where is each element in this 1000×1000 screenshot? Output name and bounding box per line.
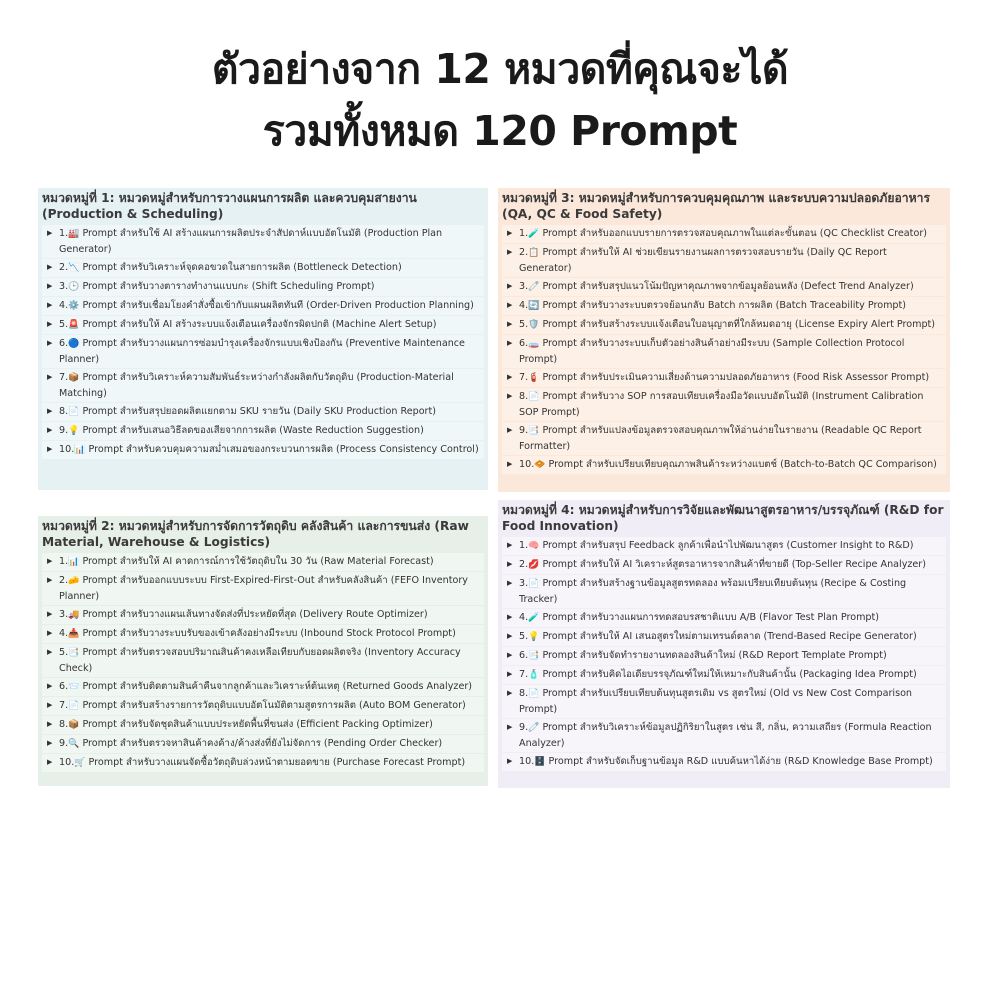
brain-icon: 🧠 <box>528 541 540 551</box>
headline <box>0 38 1000 162</box>
item-text: Prompt สำหรับสร้างฐานข้อมูลสูตรทดลอง พร้อมเปรียบเทียบต้นทุน (Recipe & Costing Tracker) <box>519 578 907 605</box>
item-text: Prompt สำหรับวาง SOP การสอบเทียบเครื่องมือวัดแบบอัตโนมัติ (Instrument Calibration SOP Prompt) <box>519 391 924 418</box>
bar-chart-icon: 📊 <box>74 445 86 455</box>
item-text: Prompt สำหรับวางแผนเส้นทางจัดส่งที่ประหยัดที่สุด (Delivery Route Optimizer) <box>82 609 428 620</box>
item-text: Prompt สำหรับให้ AI ช่วยเขียนรายงานผลการตรวจสอบรายวัน (Daily QC Report Generator) <box>519 247 887 274</box>
list-item[interactable] <box>42 316 484 334</box>
prompt-list <box>42 225 484 459</box>
item-number: 2. <box>59 262 69 273</box>
toggle-triangle-icon[interactable]: ▶ <box>507 651 513 659</box>
list-item[interactable] <box>42 625 484 643</box>
lips-icon: 💋 <box>528 560 540 570</box>
inbox-icon: 📥 <box>68 629 80 639</box>
item-number: 8. <box>519 688 529 699</box>
toggle-triangle-icon[interactable]: ▶ <box>507 339 513 347</box>
item-number: 3. <box>59 609 69 620</box>
item-text: Prompt สำหรับวางระบบเก็บตัวอย่างสินค้าอย่างมีระบบ (Sample Collection Protocol Prompt) <box>519 338 905 365</box>
item-number: 7. <box>59 372 69 383</box>
item-text: Prompt สำหรับควบคุมความสม่ำเสมอของกระบวนการผลิต (Process Consistency Control) <box>88 444 479 455</box>
item-number: 10. <box>519 756 535 767</box>
prompt-list <box>502 537 946 771</box>
item-text: Prompt สำหรับให้ AI เสนอสูตรใหม่ตามเทรนด์ตลาด (Trend-Based Recipe Generator) <box>542 631 917 642</box>
list-item[interactable] <box>502 753 946 771</box>
toggle-triangle-icon[interactable]: ▶ <box>507 632 513 640</box>
toggle-triangle-icon[interactable]: ▶ <box>47 426 53 434</box>
item-text: Prompt สำหรับสร้างรายการวัตถุดิบแบบอัตโนมัติตามสูตรการผลิต (Auto BOM Generator) <box>82 700 466 711</box>
document-icon: 📄 <box>528 689 540 699</box>
list-item[interactable] <box>42 335 484 368</box>
category-panel-1 <box>38 188 488 490</box>
list-item[interactable] <box>42 697 484 715</box>
toggle-triangle-icon[interactable]: ▶ <box>47 557 53 565</box>
category-title: หมวดหมู่ที่ 1: หมวดหมู่สำหรับการวางแผนการผลิต และควบคุมสายงาน (Production & Scheduling) <box>42 191 417 221</box>
item-text: Prompt สำหรับสรุปแนวโน้มปัญหาคุณภาพจากข้อมูลย้อนหลัง (Defect Trend Analyzer) <box>542 281 914 292</box>
list-item[interactable] <box>42 441 484 459</box>
item-text: Prompt สำหรับสรุปยอดผลิตแยกตาม SKU รายวัน (Daily SKU Production Report) <box>82 406 437 417</box>
item-number: 10. <box>59 444 75 455</box>
test-tube-icon: 🧪 <box>528 229 540 239</box>
toggle-triangle-icon[interactable]: ▶ <box>47 229 53 237</box>
item-text: Prompt สำหรับวางแผนการทดสอบรสชาติแบบ A/B (Flavor Test Plan Prompt) <box>542 612 880 623</box>
shield-icon: 🛡️ <box>528 320 540 330</box>
list-item[interactable] <box>42 259 484 277</box>
category-panel-4 <box>498 500 950 788</box>
item-text: Prompt สำหรับเชื่อมโยงคำสั่งซื้อเข้ากับแผนผลิตทันที (Order-Driven Production Planning) <box>82 300 474 311</box>
list-item[interactable] <box>42 225 484 258</box>
item-text: Prompt สำหรับตรวจสอบปริมาณสินค้าคงเหลือเทียบกับยอดผลิตจริง (Inventory Accuracy Check) <box>59 647 461 674</box>
toggle-triangle-icon[interactable]: ▶ <box>507 757 513 765</box>
item-number: 7. <box>519 669 529 680</box>
gear-icon: ⚙️ <box>68 301 80 311</box>
list-item[interactable] <box>502 628 946 646</box>
document-icon: 📄 <box>68 701 80 711</box>
item-text: Prompt สำหรับวิเคราะห์จุดคอขวดในสายการผลิต (Bottleneck Detection) <box>82 262 402 273</box>
item-number: 8. <box>519 391 529 402</box>
item-text: Prompt สำหรับออกแบบระบบ First-Expired-First-Out สำหรับคลังสินค้า (FEFO Inventory Planner) <box>59 575 468 602</box>
item-number: 9. <box>59 738 69 749</box>
item-text: Prompt สำหรับวางแผนการซ่อมบำรุงเครื่องจักรแบบเชิงป้องกัน (Preventive Maintenance Planner) <box>59 338 465 365</box>
item-text: Prompt สำหรับสร้างระบบแจ้งเตือนใบอนุญาตที่ใกล้หมดอายุ (License Expiry Alert Prompt) <box>542 319 936 330</box>
list-item[interactable] <box>42 403 484 421</box>
item-text: Prompt สำหรับวิเคราะห์ข้อมูลปฏิกิริยาในสูตร เช่น สี, กลิ่น, ความเสถียร (Formula Reaction Analyzer) <box>519 722 932 749</box>
item-number: 10. <box>59 757 75 768</box>
item-text: Prompt สำหรับคิดไอเดียบรรจุภัณฑ์ใหม่ให้เหมาะกับสินค้านั้น (Packaging Idea Prompt) <box>542 669 917 680</box>
item-number: 1. <box>519 228 529 239</box>
toggle-triangle-icon[interactable]: ▶ <box>47 629 53 637</box>
toggle-triangle-icon[interactable]: ▶ <box>47 682 53 690</box>
item-number: 2. <box>519 559 529 570</box>
list-item[interactable] <box>42 422 484 440</box>
list-item[interactable] <box>42 716 484 734</box>
toggle-triangle-icon[interactable]: ▶ <box>507 426 513 434</box>
list-item[interactable] <box>502 456 946 474</box>
item-number: 2. <box>59 575 69 586</box>
test-tube-icon: 🧪 <box>528 613 540 623</box>
toggle-triangle-icon[interactable]: ▶ <box>507 613 513 621</box>
item-number: 6. <box>519 338 529 349</box>
item-number: 3. <box>519 281 529 292</box>
clipboard-icon: 📋 <box>528 248 540 258</box>
item-text: Prompt สำหรับจัดชุดสินค้าแบบประหยัดพื้นที่ขนส่ง (Efficient Packing Optimizer) <box>82 719 433 730</box>
category-title: หมวดหมู่ที่ 3: หมวดหมู่สำหรับการควบคุมคุณภาพ และระบบความปลอดภัยอาหาร (QA, QC & Food Safety) <box>502 191 931 221</box>
item-number: 4. <box>59 300 69 311</box>
item-text: Prompt สำหรับเปรียบเทียบต้นทุนสูตรเดิม vs สูตรใหม่ (Old vs New Cost Comparison Prompt) <box>519 688 913 715</box>
document-icon: 📄 <box>528 392 540 402</box>
item-text: Prompt สำหรับให้ AI วิเคราะห์สูตรอาหารจากสินค้าที่ขายดี (Top-Seller Recipe Analyzer) <box>542 559 926 570</box>
truck-icon: 🚚 <box>68 610 80 620</box>
ledger-icon: 📑 <box>528 651 540 661</box>
item-text: Prompt สำหรับวิเคราะห์ความสัมพันธ์ระหว่างกำลังผลิตกับวัตถุดิบ (Production-Material Matching) <box>59 372 454 399</box>
list-item[interactable] <box>42 735 484 753</box>
bottle-icon: 🧴 <box>528 670 540 680</box>
toggle-triangle-icon[interactable]: ▶ <box>507 373 513 381</box>
list-item[interactable] <box>502 556 946 574</box>
item-number: 9. <box>519 722 529 733</box>
toggle-triangle-icon[interactable]: ▶ <box>507 689 513 697</box>
item-number: 3. <box>59 281 69 292</box>
toggle-triangle-icon[interactable]: ▶ <box>507 579 513 587</box>
list-item[interactable] <box>502 575 946 608</box>
toggle-triangle-icon[interactable]: ▶ <box>47 320 53 328</box>
item-number: 8. <box>59 406 69 417</box>
list-item[interactable] <box>42 754 484 772</box>
toggle-triangle-icon[interactable]: ▶ <box>507 723 513 731</box>
package-icon: 📦 <box>68 373 80 383</box>
list-item[interactable] <box>502 225 946 243</box>
item-text: Prompt สำหรับวางระบบรับของเข้าคลังอย่างมีระบบ (Inbound Stock Protocol Prompt) <box>82 628 456 639</box>
toggle-triangle-icon[interactable]: ▶ <box>507 541 513 549</box>
toggle-triangle-icon[interactable]: ▶ <box>507 670 513 678</box>
toggle-triangle-icon[interactable]: ▶ <box>47 720 53 728</box>
headline-line-1: ตัวอย่างจาก 12 หมวดที่คุณจะได้ <box>211 45 789 93</box>
item-text: Prompt สำหรับจัดเก็บฐานข้อมูล R&D แบบค้นหาได้ง่าย (R&D Knowledge Base Prompt) <box>548 756 933 767</box>
magnifier-icon: 🔍 <box>68 739 80 749</box>
lightbulb-icon: 💡 <box>528 632 540 642</box>
item-number: 7. <box>519 372 529 383</box>
list-item[interactable] <box>502 244 946 277</box>
package-icon: 📦 <box>68 720 80 730</box>
factory-icon: 🏭 <box>68 229 80 239</box>
toggle-triangle-icon[interactable]: ▶ <box>47 301 53 309</box>
item-number: 5. <box>519 319 529 330</box>
item-number: 1. <box>59 556 69 567</box>
toggle-triangle-icon[interactable]: ▶ <box>47 701 53 709</box>
item-number: 10. <box>519 459 535 470</box>
toggle-triangle-icon[interactable]: ▶ <box>47 282 53 290</box>
list-item[interactable] <box>502 685 946 718</box>
item-number: 2. <box>519 247 529 258</box>
toggle-triangle-icon[interactable]: ▶ <box>507 460 513 468</box>
item-text: Prompt สำหรับจัดทำรายงานทดลองสินค้าใหม่ (R&D Report Template Prompt) <box>542 650 887 661</box>
toggle-triangle-icon[interactable]: ▶ <box>47 263 53 271</box>
extinguisher-icon: 🧯 <box>528 373 540 383</box>
item-text: Prompt สำหรับให้ AI คาดการณ์การใช้วัตถุดิบใน 30 วัน (Raw Material Forecast) <box>82 556 434 567</box>
item-number: 9. <box>59 425 69 436</box>
item-text: Prompt สำหรับประเมินความเสี่ยงด้านความปลอดภัยอาหาร (Food Risk Assessor Prompt) <box>542 372 930 383</box>
list-item[interactable] <box>42 644 484 677</box>
item-number: 5. <box>59 647 69 658</box>
item-text: Prompt สำหรับตรวจหาสินค้าคงค้าง/ค้างส่งที่ยังไม่จัดการ (Pending Order Checker) <box>82 738 443 749</box>
item-text: Prompt สำหรับใช้ AI สร้างแผนการผลิตประจำสัปดาห์แบบอัตโนมัติ (Production Plan Generator) <box>59 228 443 255</box>
chart-down-icon: 📉 <box>68 263 80 273</box>
clock-icon: 🕒 <box>68 282 80 292</box>
category-panel-3 <box>498 188 950 492</box>
list-item[interactable] <box>502 422 946 455</box>
toggle-triangle-icon[interactable]: ▶ <box>47 407 53 415</box>
item-number: 6. <box>59 681 69 692</box>
document-icon: 📄 <box>528 579 540 589</box>
toggle-triangle-icon[interactable]: ▶ <box>507 301 513 309</box>
toggle-triangle-icon[interactable]: ▶ <box>47 758 53 766</box>
lightbulb-icon: 💡 <box>68 426 80 436</box>
list-item[interactable] <box>42 572 484 605</box>
cabinet-icon: 🗄️ <box>534 757 546 767</box>
waffle-icon: 🧇 <box>534 460 546 470</box>
item-text: Prompt สำหรับแปลงข้อมูลตรวจสอบคุณภาพให้อ่านง่ายในรายงาน (Readable QC Report Formatter) <box>519 425 922 452</box>
toggle-triangle-icon[interactable]: ▶ <box>47 373 53 381</box>
headline-line-2: รวมทั้งหมด 120 Prompt <box>262 107 738 155</box>
refresh-icon: 🔄 <box>528 301 540 311</box>
item-text: Prompt สำหรับวางตารางทำงานแบบกะ (Shift Scheduling Prompt) <box>82 281 375 292</box>
list-item[interactable] <box>502 609 946 627</box>
list-item[interactable] <box>502 335 946 368</box>
list-item[interactable] <box>502 666 946 684</box>
item-number: 8. <box>59 719 69 730</box>
prompt-list <box>42 553 484 772</box>
list-item[interactable] <box>502 316 946 334</box>
pin-icon: 🧷 <box>528 282 540 292</box>
list-item[interactable] <box>42 369 484 402</box>
item-text: Prompt สำหรับวางระบบตรวจย้อนกลับ Batch การผลิต (Batch Traceability Prompt) <box>542 300 907 311</box>
list-item[interactable] <box>42 678 484 696</box>
document-icon: 📄 <box>68 407 80 417</box>
ledger-icon: 📑 <box>68 648 80 658</box>
item-number: 4. <box>59 628 69 639</box>
blue-circle-icon: 🔵 <box>68 339 80 349</box>
category-panel-2 <box>38 516 488 786</box>
toggle-triangle-icon[interactable]: ▶ <box>507 229 513 237</box>
item-number: 4. <box>519 612 529 623</box>
prompt-list <box>502 225 946 474</box>
siren-icon: 🚨 <box>68 320 80 330</box>
list-item[interactable] <box>502 278 946 296</box>
item-number: 5. <box>59 319 69 330</box>
toggle-triangle-icon[interactable]: ▶ <box>507 248 513 256</box>
item-text: Prompt สำหรับวางแผนจัดซื้อวัตถุดิบล่วงหน้าตามยอดขาย (Purchase Forecast Prompt) <box>88 757 466 768</box>
item-text: Prompt สำหรับติดตามสินค้าคืนจากลูกค้าและวิเคราะห์ต้นเหตุ (Returned Goods Analyzer) <box>82 681 473 692</box>
item-number: 6. <box>519 650 529 661</box>
toggle-triangle-icon[interactable]: ▶ <box>47 576 53 584</box>
item-number: 6. <box>59 338 69 349</box>
item-number: 5. <box>519 631 529 642</box>
toggle-triangle-icon[interactable]: ▶ <box>507 560 513 568</box>
ledger-icon: 📑 <box>528 426 540 436</box>
category-title: หมวดหมู่ที่ 4: หมวดหมู่สำหรับการวิจัยและพัฒนาสูตรอาหาร/บรรจุภัณฑ์ (R&D for Food Innovation) <box>502 503 944 533</box>
item-number: 4. <box>519 300 529 311</box>
list-item[interactable] <box>502 647 946 665</box>
cheese-icon: 🧀 <box>68 576 80 586</box>
list-item[interactable] <box>502 369 946 387</box>
bar-chart-icon: 📊 <box>68 557 80 567</box>
category-title: หมวดหมู่ที่ 2: หมวดหมู่สำหรับการจัดการวัตถุดิบ คลังสินค้า และการขนส่ง (Raw Material, Warehouse & Logistics) <box>42 519 469 549</box>
list-item[interactable] <box>502 537 946 555</box>
list-item[interactable] <box>42 606 484 624</box>
list-item[interactable] <box>502 719 946 752</box>
toggle-triangle-icon[interactable]: ▶ <box>507 320 513 328</box>
item-number: 7. <box>59 700 69 711</box>
shopping-cart-icon: 🛒 <box>74 758 86 768</box>
petri-dish-icon: 🧫 <box>528 339 540 349</box>
item-number: 1. <box>519 540 529 551</box>
toggle-triangle-icon[interactable]: ▶ <box>47 445 53 453</box>
item-text: Prompt สำหรับสรุป Feedback ลูกค้าเพื่อนำไปพัฒนาสูตร (Customer Insight to R&D) <box>542 540 914 551</box>
envelope-icon: 📨 <box>68 682 80 692</box>
pin-icon: 🧷 <box>528 723 540 733</box>
item-text: Prompt สำหรับเปรียบเทียบคุณภาพสินค้าระหว่างแบตช์ (Batch-to-Batch QC Comparison) <box>548 459 937 470</box>
item-number: 1. <box>59 228 69 239</box>
list-item[interactable] <box>42 278 484 296</box>
item-text: Prompt สำหรับเสนอวิธีลดของเสียจากการผลิต (Waste Reduction Suggestion) <box>82 425 424 436</box>
toggle-triangle-icon[interactable]: ▶ <box>507 392 513 400</box>
item-text: Prompt สำหรับให้ AI สร้างระบบแจ้งเตือนเครื่องจักรผิดปกติ (Machine Alert Setup) <box>82 319 437 330</box>
list-item[interactable] <box>502 297 946 315</box>
toggle-triangle-icon[interactable]: ▶ <box>507 282 513 290</box>
item-number: 9. <box>519 425 529 436</box>
list-item[interactable] <box>42 297 484 315</box>
toggle-triangle-icon[interactable]: ▶ <box>47 648 53 656</box>
item-number: 3. <box>519 578 529 589</box>
item-text: Prompt สำหรับออกแบบรายการตรวจสอบคุณภาพในแต่ละขั้นตอน (QC Checklist Creator) <box>542 228 928 239</box>
toggle-triangle-icon[interactable]: ▶ <box>47 610 53 618</box>
toggle-triangle-icon[interactable]: ▶ <box>47 739 53 747</box>
list-item[interactable] <box>42 553 484 571</box>
list-item[interactable] <box>502 388 946 421</box>
toggle-triangle-icon[interactable]: ▶ <box>47 339 53 347</box>
